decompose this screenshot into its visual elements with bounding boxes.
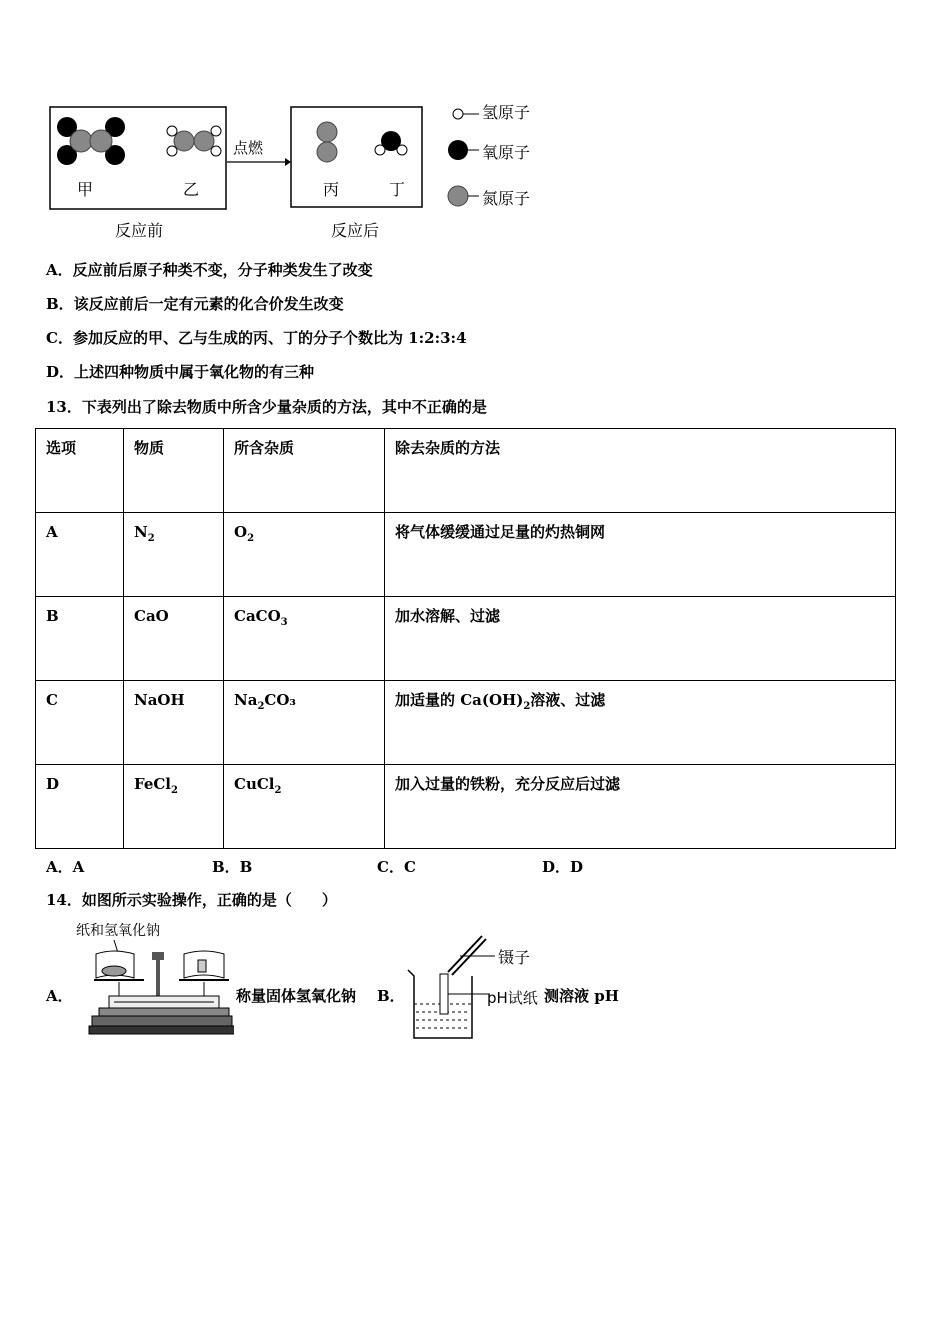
row-impurity: $Na_2CO_3$ [224, 681, 385, 765]
balance-drawing [74, 938, 234, 1043]
q12-option-d: D．上述四种物质中属于氧化物的有三种 [46, 363, 315, 381]
header-impurity: 所含杂质 [224, 429, 385, 513]
q14-option-a-text: 称量固体氢氧化钠 [236, 987, 357, 1005]
row-method: 加入过量的铁粉，充分反应后过滤 [385, 765, 896, 849]
impurity-table [35, 428, 896, 849]
before-label: 反应前 [115, 221, 164, 240]
legend-oxygen-label: 氧原子 [482, 143, 531, 162]
header-method: 除去杂质的方法 [385, 429, 896, 513]
q14-question: 14．如图所示实验操作，正确的是（ ） [46, 891, 337, 909]
legend-hydrogen-label: 氢原子 [482, 103, 531, 122]
legend-nitrogen-marker [448, 186, 479, 206]
row-option: A [36, 513, 124, 597]
table-row [36, 513, 896, 597]
row-impurity: $O_2$ [224, 513, 385, 597]
q14-option-b-text: 测溶液 pH [544, 987, 619, 1005]
label-yi: 乙 [183, 180, 200, 199]
q14-option-b-letter: B． [377, 987, 405, 1005]
row-option: D [36, 765, 124, 849]
row-method: 加水溶解、过滤 [385, 597, 896, 681]
balance-figure [74, 920, 234, 1045]
table-row [36, 765, 896, 849]
table-row [36, 597, 896, 681]
row-substance: CaO [124, 597, 224, 681]
table-header-row [36, 429, 896, 513]
q13-question: 13．下表列出了除去物质中所含少量杂质的方法，其中不正确的是 [46, 398, 487, 416]
q13-answer-d: D．D [542, 858, 584, 876]
q12-option-c: C．参加反应的甲、乙与生成的丙、丁的分子个数比为 1:2:3:4 [46, 329, 467, 347]
row-method: 将气体缓缓通过足量的灼热铜网 [385, 513, 896, 597]
q12-option-a: A．反应前后原子种类不变，分子种类发生了改变 [46, 261, 373, 279]
legend-oxygen-marker [448, 140, 479, 160]
row-impurity: CaCO$_3$ [224, 597, 385, 681]
q13-answer-a: A．A [46, 858, 85, 876]
header-substance: 物质 [124, 429, 224, 513]
q12-option-b: B．该反应前后一定有元素的化合价发生改变 [46, 295, 344, 313]
arrow-label: 点燃 [233, 139, 264, 157]
row-option: B [36, 597, 124, 681]
q14-option-a-letter: A． [46, 987, 73, 1005]
label-bing: 丙 [323, 180, 340, 199]
row-substance: $N_2$ [124, 513, 224, 597]
balance-label: 纸和氢氧化钠 [76, 923, 160, 939]
header-option: 选项 [36, 429, 124, 513]
after-label: 反应后 [331, 221, 380, 240]
row-option: C [36, 681, 124, 765]
legend-hydrogen-marker [453, 109, 479, 119]
reaction-figure [45, 95, 565, 245]
q13-answer-c: C．C [377, 858, 416, 876]
ph-paper-label: pH试纸 [487, 989, 538, 1007]
tweezers-label: 镊子 [498, 948, 531, 967]
row-method: 加适量的 $Ca(OH)_2$溶液、过滤 [385, 681, 896, 765]
legend-nitrogen-label: 氮原子 [482, 189, 531, 208]
label-jia: 甲 [77, 180, 94, 199]
row-substance: NaOH [124, 681, 224, 765]
label-ding: 丁 [389, 180, 406, 199]
table-row [36, 681, 896, 765]
q13-answer-b: B．B [212, 858, 253, 876]
row-substance: FeCl$_2$ [124, 765, 224, 849]
row-impurity: CuCl$_2$ [224, 765, 385, 849]
